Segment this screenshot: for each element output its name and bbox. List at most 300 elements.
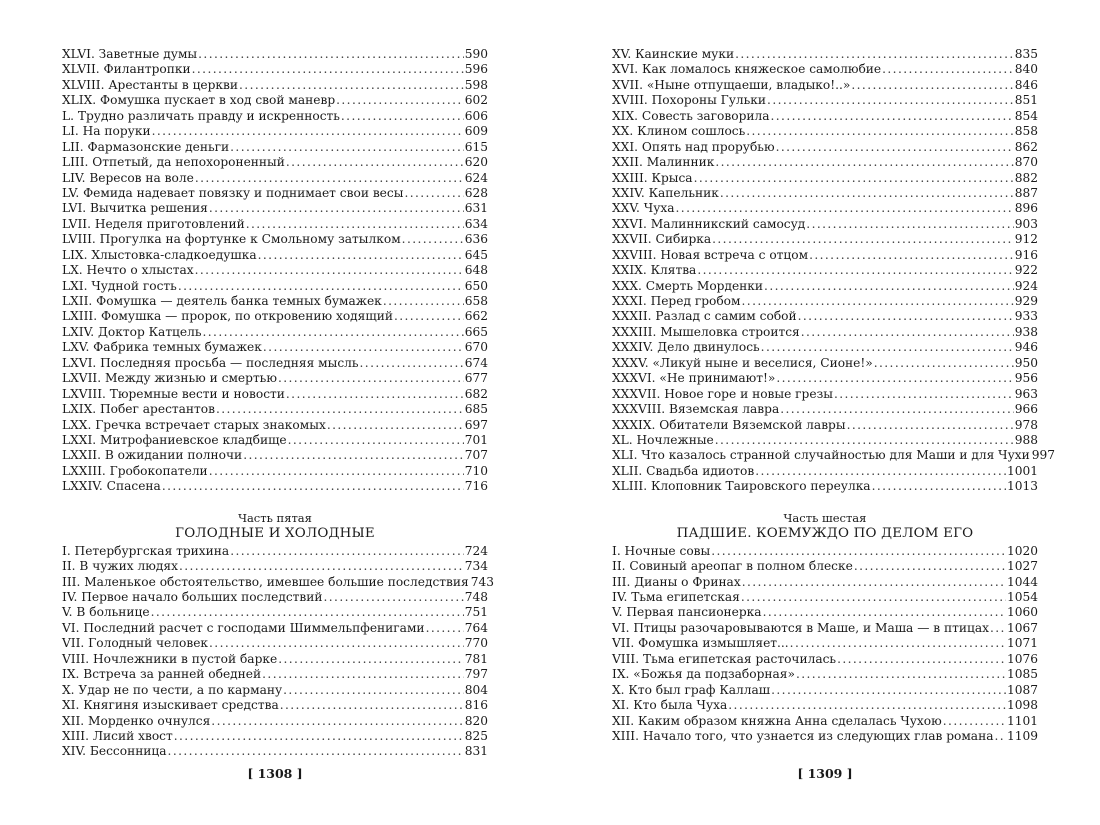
toc-entry [612, 248, 1038, 263]
dot-leader [383, 294, 464, 309]
toc-entry [62, 47, 488, 62]
dot-leader [771, 109, 1014, 124]
dot-leader [742, 575, 1006, 590]
chapter-title: XVIII. Похороны Гульки [612, 93, 767, 108]
dot-leader [327, 418, 464, 433]
toc-entry [612, 263, 1038, 278]
toc-entry [62, 636, 488, 651]
chapter-page-number: 887 [1014, 185, 1038, 200]
chapter-page-number: 804 [464, 682, 488, 697]
dot-leader [801, 325, 1014, 340]
dot-leader [341, 109, 464, 124]
dot-leader [230, 544, 464, 559]
dot-leader [168, 744, 464, 759]
chapter-page-number: 743 [470, 574, 494, 589]
chapter-title: LIV. Вересов на воле [62, 170, 194, 185]
dot-leader [216, 402, 464, 417]
chapter-page-number: 988 [1014, 432, 1038, 447]
chapter-page-number: 707 [464, 448, 488, 463]
chapter-title: V. В больнице [62, 605, 150, 620]
dot-leader [697, 263, 1013, 278]
toc-entry [612, 171, 1038, 186]
chapter-page-number: 835 [1014, 47, 1038, 61]
chapter-title: L. Трудно различать правду и искренность [62, 108, 340, 123]
chapter-title: XXI. Опять над прорубью [612, 139, 775, 154]
dot-leader [192, 62, 464, 77]
dot-leader [771, 683, 1006, 698]
chapter-title: VI. Последний расчет с господами Шиммельпфенигами [62, 620, 425, 635]
toc-entry [612, 371, 1038, 386]
chapter-page-number: 846 [1014, 77, 1038, 92]
toc-entry [62, 683, 488, 698]
chapter-title: XI. Княгиня изыскивает средства [62, 698, 279, 713]
dot-leader [741, 590, 1006, 605]
toc-entry [612, 433, 1038, 448]
toc-entry [612, 605, 1038, 620]
dot-leader [151, 605, 464, 620]
dot-leader [209, 636, 464, 651]
dot-leader [676, 201, 1014, 216]
dot-leader [806, 217, 1013, 232]
dot-leader [994, 729, 1006, 744]
chapter-title: XIII. Лисий хвост [62, 728, 173, 743]
toc-entry [612, 78, 1038, 93]
chapter-title: V. Первая пансионерка [612, 605, 762, 620]
toc-entry [62, 294, 488, 309]
chapter-page-number: 685 [464, 402, 488, 417]
dot-leader [720, 186, 1014, 201]
toc-entry [612, 93, 1038, 108]
dot-leader [286, 155, 464, 170]
chapter-page-number: 734 [464, 559, 488, 574]
chapter-page-number: 590 [464, 47, 488, 61]
chapter-title: XVI. Как ломалось княжеское самолюбие [612, 62, 882, 77]
dot-leader [735, 47, 1014, 62]
chapter-title: VII. Фомушка измышляет... [612, 636, 789, 651]
dot-leader [243, 448, 464, 463]
toc-entry [62, 605, 488, 620]
part-title: ГОЛОДНЫЕ И ХОЛОДНЫЕ [175, 525, 375, 541]
chapter-title: IV. Тьма египетская [612, 590, 740, 604]
dot-leader [239, 78, 464, 93]
chapter-title: I. Ночные совы [612, 543, 711, 558]
dot-leader [742, 294, 1014, 309]
toc-entry [612, 418, 1038, 433]
chapter-title: LV. Фемида надевает повязку и поднимает свои весы [62, 185, 404, 200]
toc-entry [612, 140, 1038, 155]
chapter-page-number: 870 [1014, 155, 1038, 170]
dot-leader [258, 248, 464, 263]
dot-leader [426, 621, 464, 636]
chapter-title: XLI. Что казалось странной случайностью для Маши и для Чухи [612, 448, 1030, 463]
chapter-page-number: 1060 [1006, 605, 1038, 620]
chapter-title: XLVI. Заветные думы [62, 47, 198, 61]
chapter-title: XXXVIII. Вяземская лавра [612, 402, 780, 417]
chapter-title: XXVIII. Новая встреча с отцом [612, 247, 809, 262]
toc-entry [612, 47, 1038, 62]
dot-leader [263, 340, 464, 355]
toc-entry [612, 683, 1038, 698]
toc-entry [612, 729, 1038, 744]
chapter-title: XI. Кто была Чуха [612, 698, 728, 713]
chapter-page-number: 950 [1014, 355, 1038, 370]
dot-leader [882, 62, 1014, 77]
dot-leader [851, 78, 1013, 93]
toc-entry [612, 232, 1038, 247]
chapter-title: XXVII. Сибирка [612, 232, 712, 247]
toc-entry [62, 186, 488, 201]
chapter-page-number: 609 [464, 124, 488, 139]
chapter-title: LXXII. В ожидании полночи [62, 448, 243, 463]
chapter-page-number: 840 [1014, 62, 1038, 77]
chapter-page-number: 858 [1014, 124, 1038, 139]
chapter-page-number: 748 [464, 590, 488, 604]
toc-entry [612, 590, 1038, 605]
chapter-title: LXVII. Между жизнью и смертью [62, 371, 277, 386]
chapter-title: X. Кто был граф Каллаш [612, 682, 771, 697]
chapter-page-number: 650 [464, 278, 488, 293]
toc-entry [612, 124, 1038, 139]
chapter-page-number: 631 [464, 201, 488, 216]
chapter-title: IV. Первое начало больших последствий [62, 590, 323, 604]
chapter-page-number: 851 [1014, 93, 1038, 108]
chapter-title: VIII. Тьма египетская расточилась [612, 651, 837, 666]
chapter-title: XXXIX. Обитатели Вяземской лавры [612, 417, 846, 432]
chapter-title: XXVI. Малинникский самосуд [612, 216, 806, 231]
toc-entry [612, 667, 1038, 682]
chapter-title: LXIV. Доктор Катцель [62, 324, 202, 339]
chapter-page-number: 956 [1014, 371, 1038, 386]
page-number: [ 1308 ] [247, 766, 303, 781]
toc-entry [62, 263, 488, 278]
chapter-page-number: 916 [1014, 247, 1038, 262]
chapter-page-number: 770 [464, 636, 488, 651]
chapter-title: II. Совиный ареопаг в полном блеске [612, 559, 853, 574]
dot-leader [834, 387, 1014, 402]
toc-entry [62, 109, 488, 124]
chapter-title: XIV. Бессонница [62, 744, 167, 759]
chapter-page-number: 764 [464, 620, 488, 635]
chapter-page-number: 922 [1014, 263, 1038, 278]
dot-leader [943, 714, 1006, 729]
dot-leader [402, 232, 464, 247]
chapter-page-number: 751 [464, 605, 488, 620]
dot-leader [728, 698, 1006, 713]
chapter-title: LXII. Фомушка — деятель банка темных бумажек [62, 294, 382, 308]
toc-entry [62, 155, 488, 170]
dot-leader [761, 340, 1014, 355]
chapter-page-number: 1109 [1006, 728, 1038, 743]
toc-list [62, 47, 488, 495]
dot-leader [360, 356, 464, 371]
toc-entry [62, 621, 488, 636]
chapter-page-number: 997 [1031, 448, 1056, 463]
chapter-page-number: 602 [464, 93, 488, 108]
toc-entry [62, 356, 488, 371]
dot-leader [767, 93, 1014, 108]
part-heading [612, 511, 1038, 542]
chapter-page-number: 724 [464, 543, 488, 558]
toc-entry [612, 544, 1038, 559]
dot-leader [746, 124, 1013, 139]
chapter-title: XXXVII. Новое горе и новые грезы [612, 386, 833, 401]
chapter-page-number: 854 [1014, 108, 1038, 123]
dot-leader [790, 636, 1006, 651]
toc-list [612, 47, 1056, 495]
chapter-title: XVII. «Ныне отпущаеши, владыко!..» [612, 77, 851, 92]
chapter-title: XXXV. «Ликуй ныне и веселися, Сионе!» [612, 355, 873, 370]
chapter-page-number: 966 [1014, 402, 1038, 417]
dot-leader [872, 479, 1006, 494]
chapter-page-number: 831 [464, 744, 488, 759]
chapter-page-number: 648 [464, 263, 488, 278]
toc-entry [612, 155, 1038, 170]
toc-entry [612, 714, 1038, 729]
toc-entry [62, 652, 488, 667]
chapter-title: LXXI. Митрофаниевское кладбище [62, 432, 287, 447]
toc-entry [62, 698, 488, 713]
toc-entry [612, 636, 1038, 651]
chapter-page-number: 674 [464, 355, 488, 370]
chapter-page-number: 1085 [1006, 667, 1038, 682]
toc-entry [612, 479, 1038, 494]
toc-entry [612, 448, 1056, 463]
toc-entry [62, 667, 488, 682]
dot-leader [711, 544, 1006, 559]
toc-entry [62, 402, 488, 417]
chapter-title: IX. Встреча за ранней обедней [62, 667, 262, 682]
chapter-page-number: 670 [464, 340, 488, 355]
toc-entry [62, 201, 488, 216]
toc-entry [612, 62, 1038, 77]
chapter-page-number: 797 [464, 667, 488, 682]
chapter-title: LIII. Отпетый, да непохороненный [62, 155, 285, 170]
toc-entry [62, 217, 488, 232]
toc-entry [612, 294, 1038, 309]
chapter-title: XXIX. Клятва [612, 263, 697, 278]
chapter-page-number: 701 [464, 432, 488, 447]
toc-entry [62, 232, 488, 247]
chapter-page-number: 677 [464, 371, 488, 386]
chapter-title: LXX. Гречка встречает старых знакомых [62, 417, 326, 432]
dot-leader [809, 248, 1014, 263]
chapter-title: LVIII. Прогулка на фортунке к Смольному затылком [62, 232, 401, 247]
chapter-title: XLVIII. Арестанты в церкви [62, 77, 239, 92]
toc-entry [62, 574, 494, 590]
chapter-title: II. В чужих людях [62, 559, 178, 574]
dot-leader [262, 667, 464, 682]
chapter-page-number: 1087 [1006, 682, 1038, 697]
chapter-title: LXXIV. Спасена [62, 479, 161, 494]
dot-leader [203, 325, 464, 340]
chapter-title: XXV. Чуха [612, 201, 675, 216]
chapter-title: LXXIII. Гробокопатели [62, 463, 208, 478]
dot-leader [776, 371, 1013, 386]
toc-entry [62, 714, 488, 729]
chapter-page-number: 1020 [1006, 543, 1038, 558]
dot-leader [796, 667, 1006, 682]
chapter-page-number: 963 [1014, 386, 1038, 401]
toc-entry [62, 418, 488, 433]
page-number: [ 1309 ] [797, 766, 853, 781]
chapter-page-number: 862 [1014, 139, 1038, 154]
toc-entry [612, 279, 1038, 294]
chapter-page-number: 628 [464, 185, 488, 200]
toc-entry [612, 325, 1038, 340]
chapter-title: LI. На поруки [62, 124, 151, 139]
chapter-title: XIX. Совесть заговорила [612, 108, 770, 123]
dot-leader [178, 279, 464, 294]
dot-leader [712, 232, 1014, 247]
toc-entry [612, 201, 1038, 216]
chapter-title: XLVII. Филантропки [62, 62, 191, 77]
toc-entry [62, 559, 488, 574]
toc-entry [62, 279, 488, 294]
chapter-title: XII. Морденко очнулся [62, 713, 211, 728]
chapter-title: LXVIII. Тюремные вести и новости [62, 386, 285, 401]
toc-entry [62, 140, 488, 155]
chapter-title: LXIX. Побег арестантов [62, 402, 215, 417]
dot-leader [837, 652, 1006, 667]
dot-leader [288, 433, 464, 448]
dot-leader [179, 559, 464, 574]
dot-leader [798, 309, 1014, 324]
part-label: Часть пятая [238, 510, 312, 525]
chapter-title: XXXII. Разлад с самим собой [612, 309, 797, 324]
chapter-page-number: 1076 [1006, 651, 1038, 666]
toc-entry [612, 402, 1038, 417]
dot-leader [874, 356, 1014, 371]
chapter-page-number: 933 [1014, 309, 1038, 324]
chapter-title: LVII. Неделя приготовлений [62, 216, 245, 231]
chapter-page-number: 1101 [1006, 713, 1038, 728]
chapter-page-number: 781 [464, 651, 488, 666]
chapter-page-number: 596 [464, 62, 488, 77]
chapter-title: XL. Ночлежные [612, 432, 714, 447]
dot-leader [152, 124, 464, 139]
toc-list [612, 544, 1038, 745]
chapter-title: I. Петербургская трихина [62, 543, 230, 558]
toc-entry [612, 217, 1038, 232]
toc-entry [62, 387, 488, 402]
toc-entry [612, 621, 1038, 636]
chapter-title: VIII. Ночлежники в пустой барке [62, 651, 278, 666]
dot-leader [195, 171, 464, 186]
chapter-title: XXIV. Капельник [612, 185, 719, 200]
dot-leader [209, 464, 464, 479]
chapter-page-number: 816 [464, 698, 488, 713]
dot-leader [755, 464, 1006, 479]
toc-entry [62, 590, 488, 605]
chapter-title: XII. Каким образом княжна Анна сделалась Чухою [612, 713, 942, 728]
dot-leader [162, 479, 464, 494]
part-label: Часть шестая [783, 510, 867, 525]
chapter-page-number: 978 [1014, 417, 1038, 432]
dot-leader [283, 683, 464, 698]
toc-entry [62, 479, 488, 494]
chapter-page-number: 1027 [1006, 559, 1038, 574]
toc-entry [62, 248, 488, 263]
chapter-title: LVI. Вычитка решения [62, 201, 208, 216]
dot-leader [278, 371, 464, 386]
chapter-title: XIII. Начало того, что узнается из следующих глав романа [612, 728, 994, 743]
toc-entry [612, 698, 1038, 713]
toc-entry [62, 544, 488, 559]
chapter-title: LII. Фармазонские деньги [62, 139, 230, 154]
chapter-title: LIX. Хлыстовка-сладкоедушка [62, 247, 257, 262]
toc-entry [62, 464, 488, 479]
chapter-page-number: 662 [464, 309, 488, 324]
toc-entry [612, 575, 1038, 590]
toc-entry [62, 340, 488, 355]
dot-leader [230, 140, 464, 155]
toc-entry [612, 186, 1038, 201]
dot-leader [715, 433, 1014, 448]
chapter-page-number: 665 [464, 324, 488, 339]
toc-entry [612, 652, 1038, 667]
toc-entry [612, 464, 1038, 479]
toc-entry [62, 309, 488, 324]
dot-leader [209, 201, 464, 216]
toc-entry [62, 171, 488, 186]
chapter-title: III. Дианы о Фринах [612, 574, 741, 589]
dot-leader [198, 47, 464, 62]
chapter-page-number: 825 [464, 728, 488, 743]
chapter-page-number: 606 [464, 108, 488, 123]
part-title: ПАДШИЕ. КОЕМУЖДО ПО ДЕЛОМ ЕГО [676, 525, 974, 541]
chapter-title: XXIII. Крыса [612, 170, 693, 185]
chapter-title: XLIII. Клоповник Таировского переулка [612, 479, 871, 494]
toc-entry [612, 387, 1038, 402]
toc-entry [62, 325, 488, 340]
chapter-title: VI. Птицы разочаровываются в Маше, и Маша — в птицах [612, 620, 989, 635]
chapter-title: LXIII. Фомушка — пророк, по откровению ходящий [62, 309, 393, 324]
toc-entry [612, 109, 1038, 124]
dot-leader [780, 402, 1014, 417]
chapter-title: XXXIII. Мышеловка строится [612, 324, 800, 339]
dot-leader [286, 387, 464, 402]
dot-leader [280, 698, 464, 713]
dot-leader [278, 652, 464, 667]
chapter-page-number: 912 [1014, 232, 1038, 247]
chapter-title: XV. Каинские муки [612, 47, 735, 61]
dot-leader [694, 171, 1014, 186]
chapter-page-number: 1067 [1006, 620, 1038, 635]
chapter-page-number: 634 [464, 216, 488, 231]
dot-leader [195, 263, 464, 278]
dot-leader [854, 559, 1006, 574]
chapter-title: XXII. Малинник [612, 155, 715, 170]
toc-entry [62, 93, 488, 108]
toc-entry [612, 356, 1038, 371]
toc-entry [612, 559, 1038, 574]
chapter-page-number: 620 [464, 155, 488, 170]
chapter-page-number: 903 [1014, 216, 1038, 231]
dot-leader [776, 140, 1014, 155]
toc-entry [62, 448, 488, 463]
dot-leader [324, 590, 464, 605]
chapter-title: VII. Голодный человек [62, 636, 209, 651]
dot-leader [763, 605, 1006, 620]
chapter-title: X. Удар не по чести, а по карману [62, 682, 283, 697]
chapter-page-number: 946 [1014, 340, 1038, 355]
chapter-page-number: 929 [1014, 294, 1038, 308]
chapter-page-number: 636 [464, 232, 488, 247]
chapter-title: XXX. Смерть Морденки [612, 278, 764, 293]
chapter-page-number: 682 [464, 386, 488, 401]
right-page [612, 47, 1056, 744]
toc-entry [62, 729, 488, 744]
